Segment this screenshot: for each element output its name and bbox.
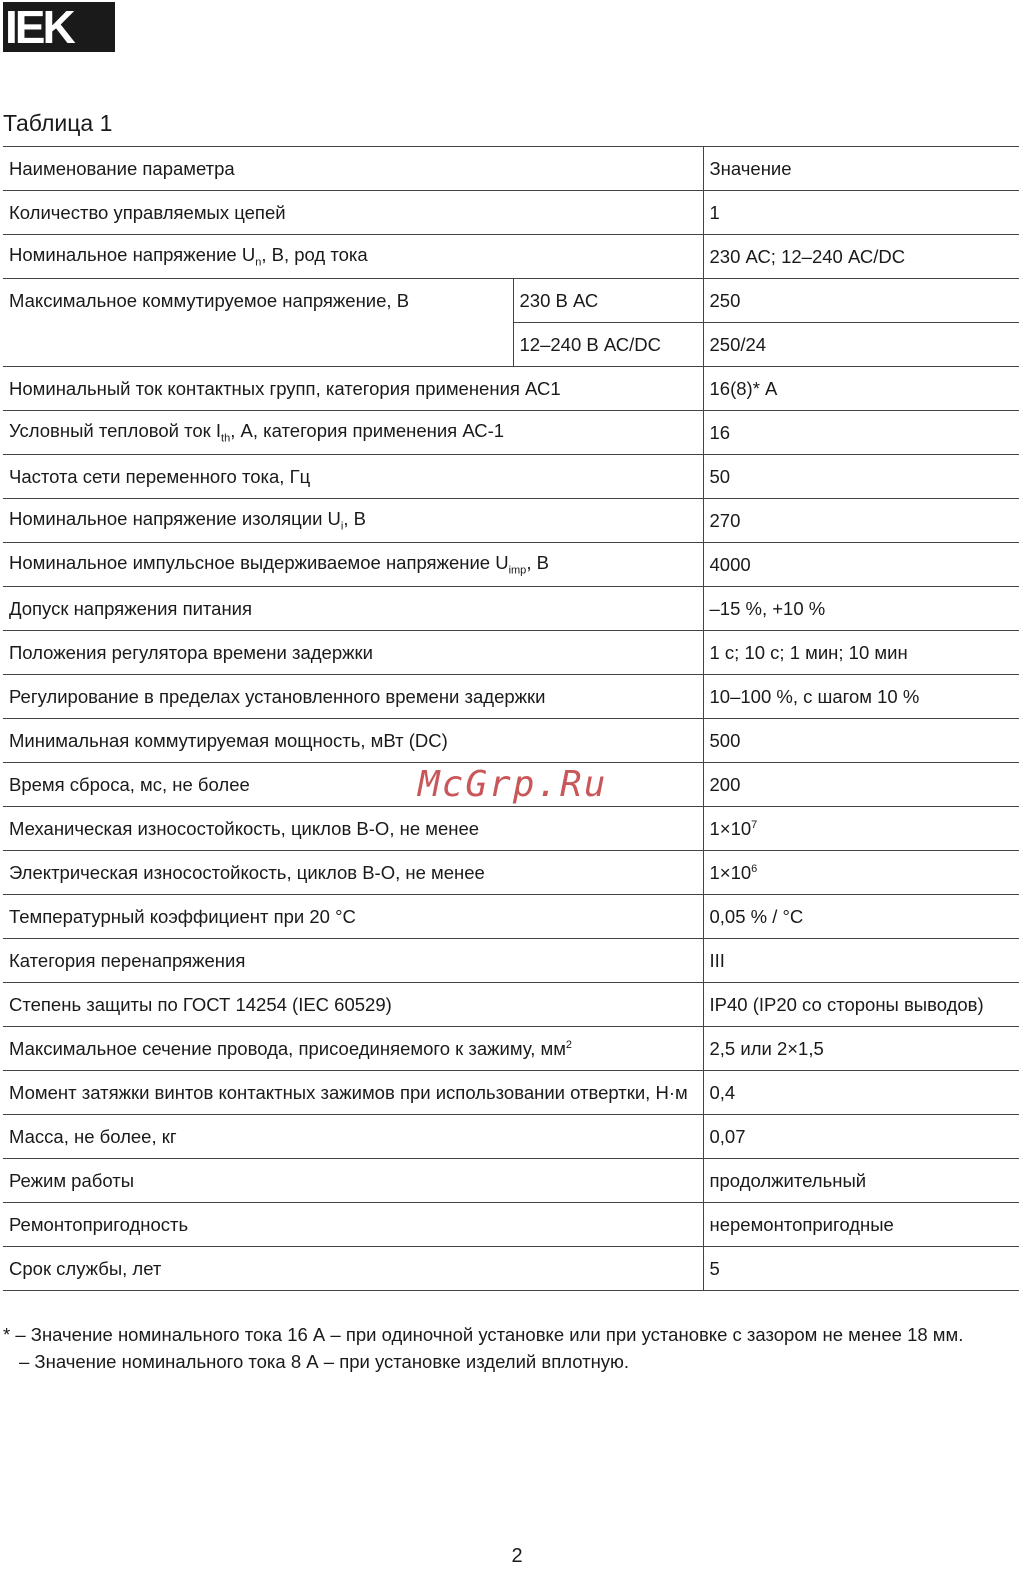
table-title: Таблица 1 bbox=[3, 110, 113, 136]
param-cell: Положения регулятора времени задержки bbox=[3, 631, 703, 675]
table-row bbox=[3, 1247, 1019, 1291]
footnote bbox=[3, 1321, 963, 1375]
table-row bbox=[3, 411, 1019, 455]
param-text: Номинальное напряжение изоляции U bbox=[9, 508, 341, 530]
value-cell: 250 bbox=[703, 279, 1019, 323]
param-cell: Номинальный ток контактных групп, категория применения АС1 bbox=[3, 367, 703, 411]
value-cell: 0,4 bbox=[703, 1071, 1019, 1115]
param-cell: Частота сети переменного тока, Гц bbox=[3, 455, 703, 499]
table-row bbox=[3, 1027, 1019, 1071]
value-cell: 50 bbox=[703, 455, 1019, 499]
param-text: Максимальное сечение провода, присоединяемого к зажиму, мм bbox=[9, 1037, 566, 1059]
value-cell: 1 bbox=[703, 191, 1019, 235]
value-cell: –15 %, +10 % bbox=[703, 587, 1019, 631]
param-cell: Температурный коэффициент при 20 °С bbox=[3, 895, 703, 939]
table-row bbox=[3, 1115, 1019, 1159]
value-cell: неремонтопригодные bbox=[703, 1203, 1019, 1247]
value-text: 1×10 bbox=[709, 817, 752, 839]
value-text: 1×10 bbox=[709, 861, 752, 883]
value-cell: 4000 bbox=[703, 543, 1019, 587]
param-cell: Степень защиты по ГОСТ 14254 (IEC 60529) bbox=[3, 983, 703, 1027]
value-cell: 16 bbox=[703, 411, 1019, 455]
param-cell: Ремонтопригодность bbox=[3, 1203, 703, 1247]
value-cell: 2,5 или 2×1,5 bbox=[703, 1027, 1019, 1071]
value-exponent: 6 bbox=[751, 862, 758, 875]
table-row bbox=[3, 675, 1019, 719]
value-cell: 5 bbox=[703, 1247, 1019, 1291]
value-exponent: 7 bbox=[751, 818, 758, 831]
table-row bbox=[3, 1159, 1019, 1203]
value-cell: 250/24 bbox=[703, 323, 1019, 367]
param-subscript: n bbox=[255, 256, 262, 269]
specifications-table bbox=[3, 146, 1019, 1291]
param-text: , В bbox=[526, 552, 549, 574]
param-subscript: th bbox=[221, 432, 231, 445]
value-cell: 500 bbox=[703, 719, 1019, 763]
watermark: McGrp.Ru bbox=[418, 764, 608, 805]
param-cell: Категория перенапряжения bbox=[3, 939, 703, 983]
value-cell bbox=[703, 807, 1019, 851]
value-cell: 0,05 % / °С bbox=[703, 895, 1019, 939]
param-cell: Минимальная коммутируемая мощность, мВт (DC) bbox=[3, 719, 703, 763]
table-row bbox=[3, 499, 1019, 543]
table-row bbox=[3, 1071, 1019, 1115]
param-text: Условный тепловой ток I bbox=[9, 420, 222, 442]
table-row bbox=[3, 719, 1019, 763]
table-header-row bbox=[3, 147, 1019, 191]
table-row bbox=[3, 367, 1019, 411]
param-cell: Механическая износостойкость, циклов В-О, не менее bbox=[3, 807, 703, 851]
table-row bbox=[3, 631, 1019, 675]
sub-param-cell: 12–240 В АС/DC bbox=[513, 323, 703, 367]
param-cell: Электрическая износостойкость, циклов В-О, не менее bbox=[3, 851, 703, 895]
table-row bbox=[3, 455, 1019, 499]
param-cell bbox=[3, 411, 703, 455]
value-cell: 230 АС; 12–240 АС/DC bbox=[703, 235, 1019, 279]
header-param: Наименование параметра bbox=[3, 147, 703, 191]
value-cell: 1 с; 10 с; 1 мин; 10 мин bbox=[703, 631, 1019, 675]
table-row bbox=[3, 939, 1019, 983]
param-cell bbox=[3, 1027, 703, 1071]
param-cell: Регулирование в пределах установленного времени задержки bbox=[3, 675, 703, 719]
param-cell: Максимальное коммутируемое напряжение, В bbox=[3, 279, 513, 367]
value-cell: III bbox=[703, 939, 1019, 983]
table-row bbox=[3, 235, 1019, 279]
table-row bbox=[3, 587, 1019, 631]
footnote-line: * – Значение номинального тока 16 А – при одиночной установке или при установке с зазором не менее 18 мм. bbox=[3, 1324, 964, 1345]
param-subscript: i bbox=[340, 520, 344, 533]
table-row bbox=[3, 1203, 1019, 1247]
header-value: Значение bbox=[703, 147, 1019, 191]
footnote-line: – Значение номинального тока 8 А – при установке изделий вплотную. bbox=[19, 1351, 630, 1372]
iek-logo: IEK bbox=[3, 2, 115, 52]
param-cell: Масса, не более, кг bbox=[3, 1115, 703, 1159]
table-row bbox=[3, 807, 1019, 851]
table-row bbox=[3, 895, 1019, 939]
page-number: 2 bbox=[511, 1545, 523, 1567]
param-text: , А, категория применения АС-1 bbox=[230, 420, 505, 442]
param-text: , В, род тока bbox=[261, 244, 368, 266]
param-cell: Срок службы, лет bbox=[3, 1247, 703, 1291]
param-cell bbox=[3, 543, 703, 587]
param-text: , В bbox=[343, 508, 366, 530]
param-cell: Режим работы bbox=[3, 1159, 703, 1203]
sub-param-cell: 230 В АС bbox=[513, 279, 703, 323]
value-cell: 200 bbox=[703, 763, 1019, 807]
table-row bbox=[3, 851, 1019, 895]
param-superscript: 2 bbox=[565, 1038, 573, 1051]
value-cell bbox=[703, 851, 1019, 895]
param-text: Номинальное импульсное выдерживаемое напряжение U bbox=[9, 552, 509, 574]
param-cell: Количество управляемых цепей bbox=[3, 191, 703, 235]
table-row bbox=[3, 983, 1019, 1027]
param-text: Номинальное напряжение U bbox=[9, 244, 256, 266]
param-subscript: imp bbox=[508, 564, 527, 577]
table-row bbox=[3, 279, 1019, 323]
param-cell: Время сброса, мс, не более bbox=[3, 763, 703, 807]
value-cell: 270 bbox=[703, 499, 1019, 543]
value-cell: 16(8)* А bbox=[703, 367, 1019, 411]
param-cell: Допуск напряжения питания bbox=[3, 587, 703, 631]
table-row bbox=[3, 543, 1019, 587]
value-cell: продолжительный bbox=[703, 1159, 1019, 1203]
value-cell: 0,07 bbox=[703, 1115, 1019, 1159]
param-cell bbox=[3, 499, 703, 543]
value-cell: IP40 (IP20 со стороны выводов) bbox=[703, 983, 1019, 1027]
table-row bbox=[3, 191, 1019, 235]
param-cell: Момент затяжки винтов контактных зажимов при использовании отвертки, Н·м bbox=[3, 1071, 703, 1115]
param-cell bbox=[3, 235, 703, 279]
value-cell: 10–100 %, с шагом 10 % bbox=[703, 675, 1019, 719]
